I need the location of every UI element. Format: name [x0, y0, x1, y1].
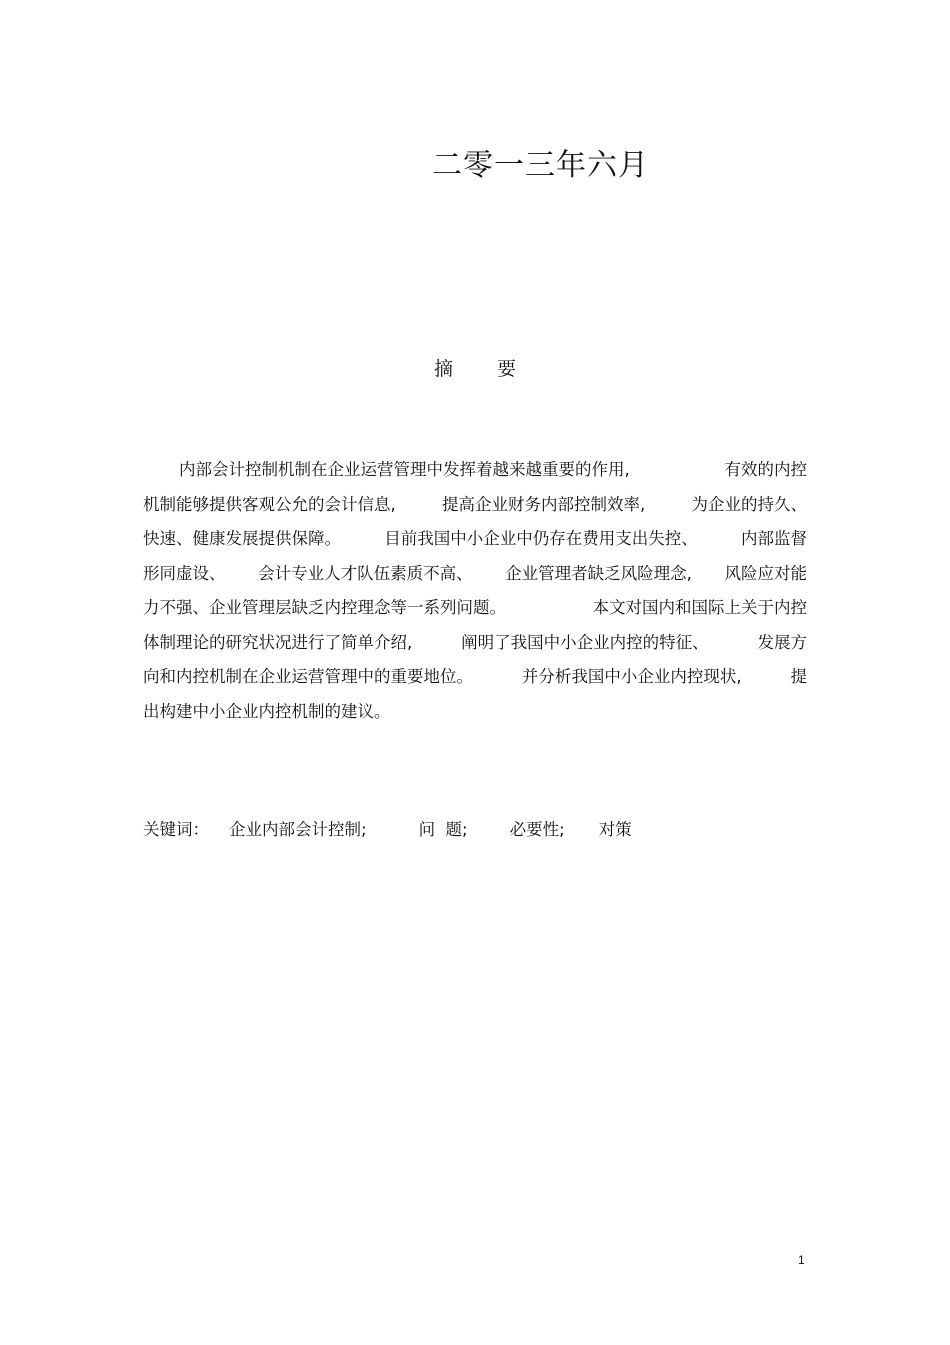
text-segment: 有效的内控 [724, 460, 807, 479]
text-segment: 本文对国内和国际上关于内控 [592, 598, 807, 617]
text-segment: 为企业的持久、 [691, 494, 807, 514]
keywords-label: 关键词： [143, 820, 209, 839]
text-segment: 快速、健康发展提供保障。 [143, 529, 341, 548]
text-segment: 力不强、企业管理层缺乏内控理念等一系列问题。 [143, 598, 506, 617]
text-segment: 形同虚设、 [143, 563, 226, 583]
text-segment: 向和内控机制在企业运营管理中的重要地位。 [143, 667, 473, 686]
abstract-line [143, 526, 807, 561]
text-segment: 体制理论的研究状况进行了简单介绍, [143, 632, 413, 652]
abstract-line [143, 595, 807, 630]
abstract-line [143, 630, 807, 665]
keyword-item: 对策 [598, 820, 632, 839]
page-number: 1 [798, 1253, 805, 1267]
date-heading: 二零一三年六月 [432, 148, 649, 183]
text-segment: 内部会计控制机制在企业运营管理中发挥着越来越重要的作用, [179, 460, 630, 479]
text-segment: 目前我国中小企业中仍存在费用支出失控、 [384, 529, 698, 548]
text-segment: 内部监督 [741, 529, 807, 548]
abstract-title-char-1: 摘 [434, 358, 454, 380]
abstract-title-char-2: 要 [497, 358, 517, 380]
text-segment: 机制能够提供客观公允的会计信息, [143, 494, 396, 514]
text-segment: 企业管理者缺乏风险理念, [505, 563, 692, 583]
text-segment: 提高企业财务内部控制效率, [442, 494, 646, 514]
text-segment: 风险应对能 [724, 563, 807, 583]
abstract-line [143, 664, 807, 699]
text-segment: 会计专业人才队伍素质不高、 [258, 563, 473, 583]
text-segment: 出构建中小企业内控机制的建议。 [143, 701, 391, 721]
text-segment: 并分析我国中小企业内控现状, [521, 667, 742, 686]
keywords-line [143, 816, 632, 840]
text-segment: 发展方 [757, 632, 807, 652]
abstract-body [143, 457, 807, 733]
keyword-item: 问 题; [418, 820, 468, 839]
abstract-title [434, 354, 516, 381]
abstract-line [143, 699, 807, 734]
keyword-item: 必要性; [509, 820, 565, 839]
abstract-line [143, 561, 807, 596]
abstract-line [143, 457, 807, 492]
text-segment: 提 [790, 667, 807, 686]
abstract-line [143, 492, 807, 527]
text-segment: 阐明了我国中小企业内控的特征、 [461, 632, 709, 652]
keyword-item: 企业内部会计控制; [229, 820, 367, 839]
